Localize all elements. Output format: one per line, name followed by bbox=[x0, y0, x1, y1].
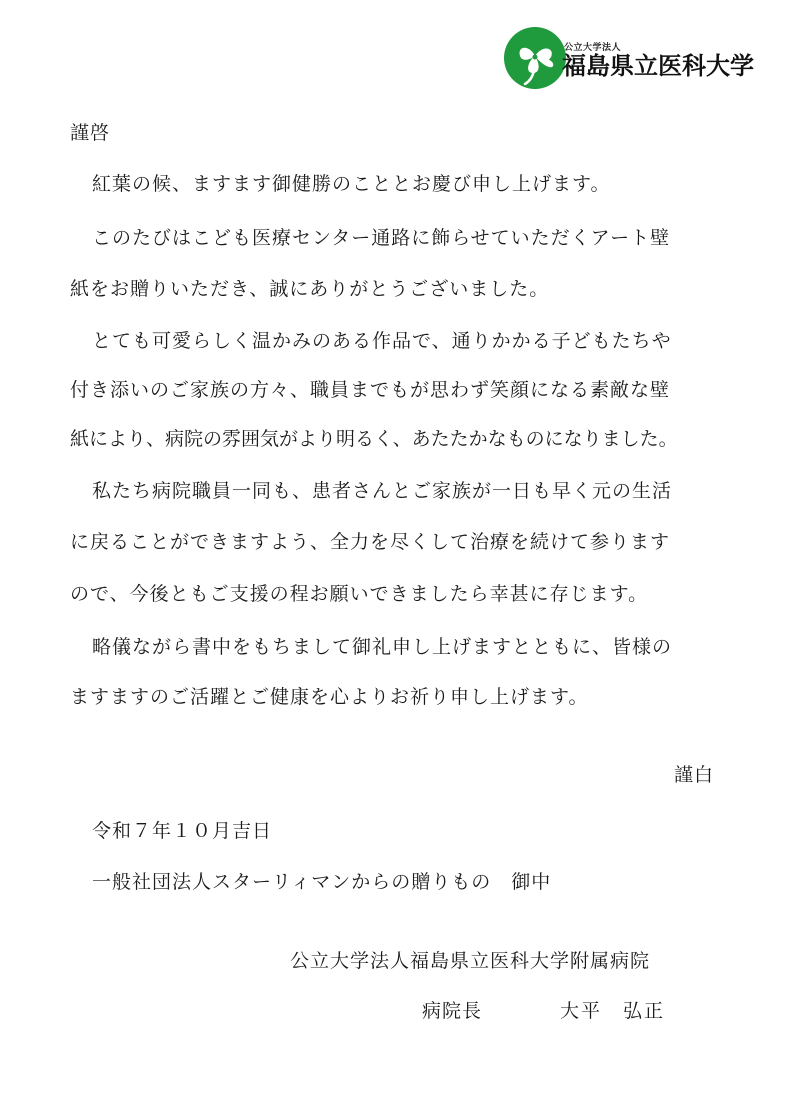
closing: 謹白 bbox=[673, 764, 714, 786]
sender-name: 大平 弘正 bbox=[560, 1000, 666, 1022]
letter-line: 略儀ながら書中をもちまして御礼申し上げますとともに、皆様の bbox=[92, 636, 673, 658]
university-logo-icon bbox=[503, 26, 567, 90]
letter-line: 紙をお贈りいただき、誠にありがとうございました。 bbox=[70, 278, 550, 300]
letter-line: このたびはこども医療センター通路に飾らせていただくアート壁 bbox=[92, 227, 671, 249]
recipient: 一般社団法人スターリィマンからの贈りもの 御中 bbox=[92, 871, 552, 893]
letter-line: 紙により、病院の雰囲気がより明るく、あたたかなものになりました。 bbox=[70, 428, 678, 450]
letter-date: 令和７年１０月吉日 bbox=[92, 820, 273, 842]
letter-line: 私たち病院職員一同も、患者さんとご家族が一日も早く元の生活 bbox=[92, 480, 673, 502]
sender-title: 病院長 bbox=[422, 1000, 483, 1022]
greeting: 謹啓 bbox=[70, 122, 111, 144]
letter-line: ますますのご活躍とご健康を心よりお祈り申し上げます。 bbox=[70, 686, 589, 708]
sender-organization: 公立大学法人福島県立医科大学附属病院 bbox=[290, 950, 651, 972]
letter-line: ので、今後ともご支援の程お願いできましたら幸甚に存じます。 bbox=[70, 583, 649, 605]
letterhead bbox=[503, 26, 773, 90]
letter-line: 紅葉の候、ますます御健勝のこととお慶び申し上げます。 bbox=[92, 173, 611, 195]
letter-line: 付き添いのご家族の方々、職員までもが思わず笑顔になる素敵な壁 bbox=[70, 379, 671, 401]
letter-line: に戻ることができますよう、全力を尽くして治療を続けて参ります bbox=[70, 531, 671, 553]
university-name: 福島県立医科大学 bbox=[562, 52, 754, 80]
letter-line: とても可愛らしく温かみのある作品で、通りかかる子どもたちや bbox=[92, 330, 672, 352]
org-type-label: 公立大学法人 bbox=[564, 43, 622, 53]
